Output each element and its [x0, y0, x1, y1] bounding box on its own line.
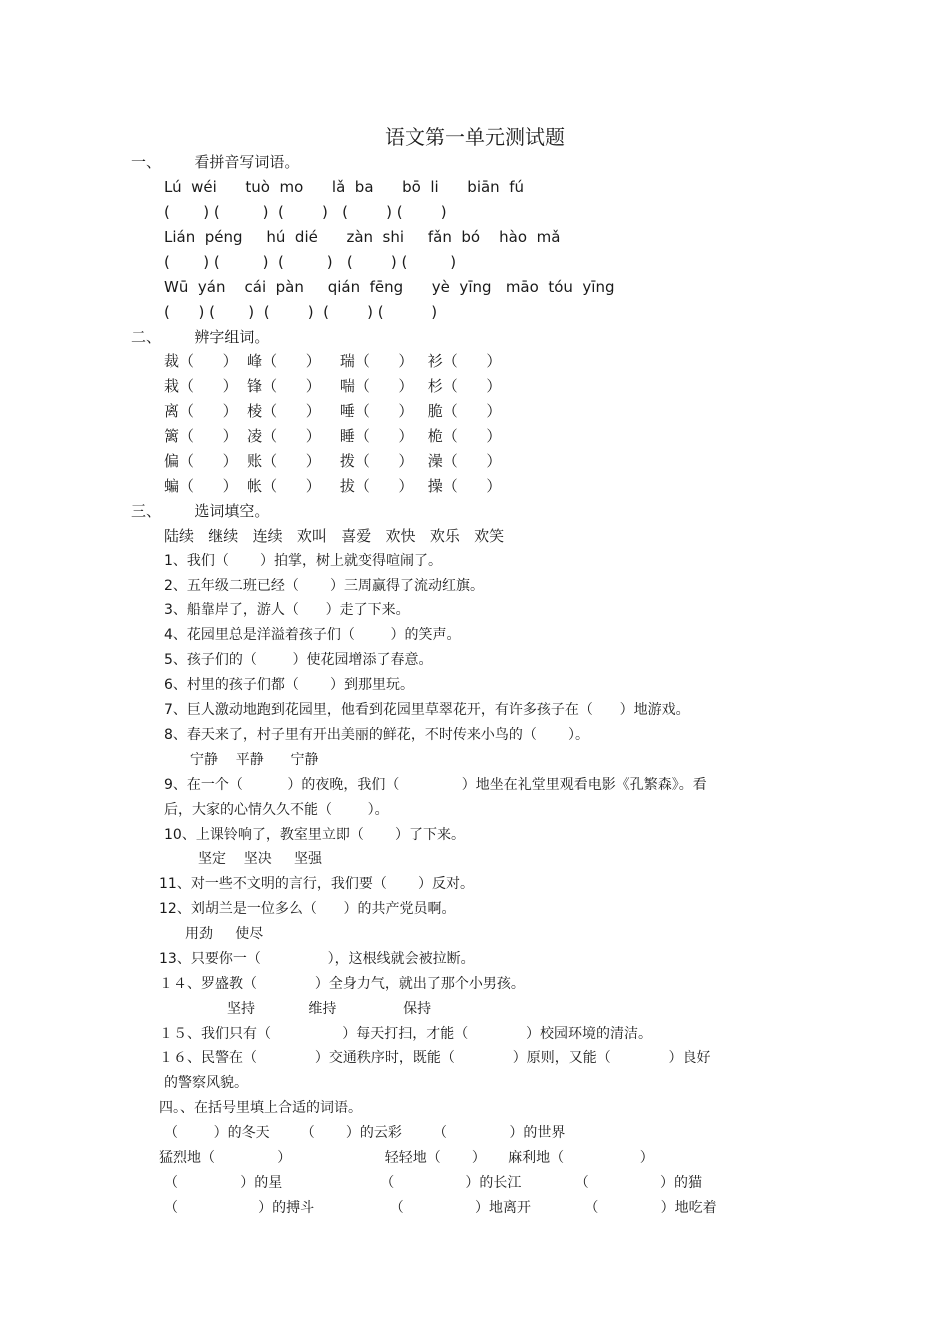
question-11: 11、对一些不文明的言行，我们要（ ）反对。: [159, 876, 474, 892]
section4-heading: 四。、在括号里填上合适的词语。: [159, 1100, 362, 1116]
question-4: 4、花园里总是洋溢着孩子们（ ）的笑声。: [164, 627, 461, 643]
section2-heading: 二、 辨字组词。: [131, 328, 270, 346]
question-6: 6、村里的孩子们都（ ）到那里玩。: [164, 677, 415, 693]
question-3: 3、船靠岸了，游人（ ）走了下来。: [164, 602, 410, 618]
char-row: 蝙（ ） 帐（ ） 拔（ ） 操（ ）: [164, 477, 502, 495]
question-2: 2、五年级二班已经（ ）三周赢得了流动红旗。: [164, 578, 485, 594]
question-16: １６、民警在（ ）交通秩序时，既能（ ）原则，又能（ ）良好: [159, 1050, 711, 1066]
fill-row-3: （ ）的星 （ ）的长江 （ ）的猫: [164, 1175, 703, 1191]
word-bank: 用劲 使尽: [185, 926, 264, 942]
fill-row-2: 猛烈地（ ） 轻轻地（ ） 麻利地（ ）: [159, 1150, 654, 1166]
blanks-row-1: ( ) ( ) ( ) ( ) ( ): [164, 203, 447, 221]
pinyin-row-1: Lú wéi tuò mo lǎ ba bō li biān fú: [164, 178, 525, 196]
question-12: 12、刘胡兰是一位多么（ ）的共产党员啊。: [159, 901, 456, 917]
word-bank: 坚定 坚决 坚强: [198, 851, 323, 867]
question-1: 1、我们（ ）拍掌，树上就变得喧闹了。: [164, 553, 443, 569]
question-9: 9、在一个（ ）的夜晚，我们（ ）地坐在礼堂里观看电影《孔繁森》。看: [164, 777, 707, 793]
char-row: 裁（ ） 峰（ ） 瑞（ ） 衫（ ）: [164, 352, 502, 370]
section1-heading: 一、 看拼音写词语。: [131, 153, 300, 171]
blanks-row-3: ( ) ( ) ( ) ( ) ( ): [164, 303, 438, 321]
question-7: 7、巨人激动地跑到花园里，他看到花园里草翠花开，有许多孩子在（ ）地游戏。: [164, 702, 690, 718]
question-8: 8、春天来了，村子里有开出美丽的鲜花，不时传来小鸟的（ ）。: [164, 727, 590, 743]
fill-row-4: （ ）的搏斗 （ ）地离开 （ ）地吃着: [164, 1200, 717, 1216]
question-13: 13、只要你一（ ），这根线就会被拉断。: [159, 951, 475, 967]
char-row: 栽（ ） 锋（ ） 喘（ ） 杉（ ）: [164, 377, 502, 395]
char-row: 偏（ ） 账（ ） 拨（ ） 澡（ ）: [164, 452, 502, 470]
page-title: 语文第一单元测试题: [385, 125, 565, 149]
word-bank: 宁静 平静 宁静: [190, 752, 319, 768]
question-5: 5、孩子们的（ ）使花园增添了春意。: [164, 652, 433, 668]
word-bank: 坚持 维持 保持: [227, 1001, 432, 1017]
question-9-cont: 后，大家的心情久久不能（ ）。: [164, 802, 389, 818]
question-14: １４、罗盛教（ ）全身力气，就出了那个小男孩。: [159, 976, 525, 992]
char-row: 离（ ） 棱（ ） 唾（ ） 脆（ ）: [164, 402, 502, 420]
question-16-cont: 的警察风貌。: [164, 1075, 248, 1091]
pinyin-row-2: Lián péng hú dié zàn shi fǎn bó hào mǎ: [164, 228, 561, 246]
word-bank: 陆续 继续 连续 欢叫 喜爱 欢快 欢乐 欢笑: [164, 527, 505, 545]
blanks-row-2: ( ) ( ) ( ) ( ) ( ): [164, 253, 457, 271]
section3-heading: 三、 选词填空。: [131, 502, 270, 520]
question-15: １５、我们只有（ ）每天打扫，才能（ ）校园环境的清洁。: [159, 1026, 653, 1042]
pinyin-row-3: Wū yán cái pàn qián fēng yè yīng māo tóu yīng: [164, 278, 615, 296]
fill-row-1: （ ）的冬天 （ ）的云彩 （ ）的世界: [164, 1125, 566, 1141]
question-10: 10、上课铃响了，教室里立即（ ）了下来。: [164, 827, 465, 843]
char-row: 篱（ ） 凌（ ） 睡（ ） 桅（ ）: [164, 427, 502, 445]
